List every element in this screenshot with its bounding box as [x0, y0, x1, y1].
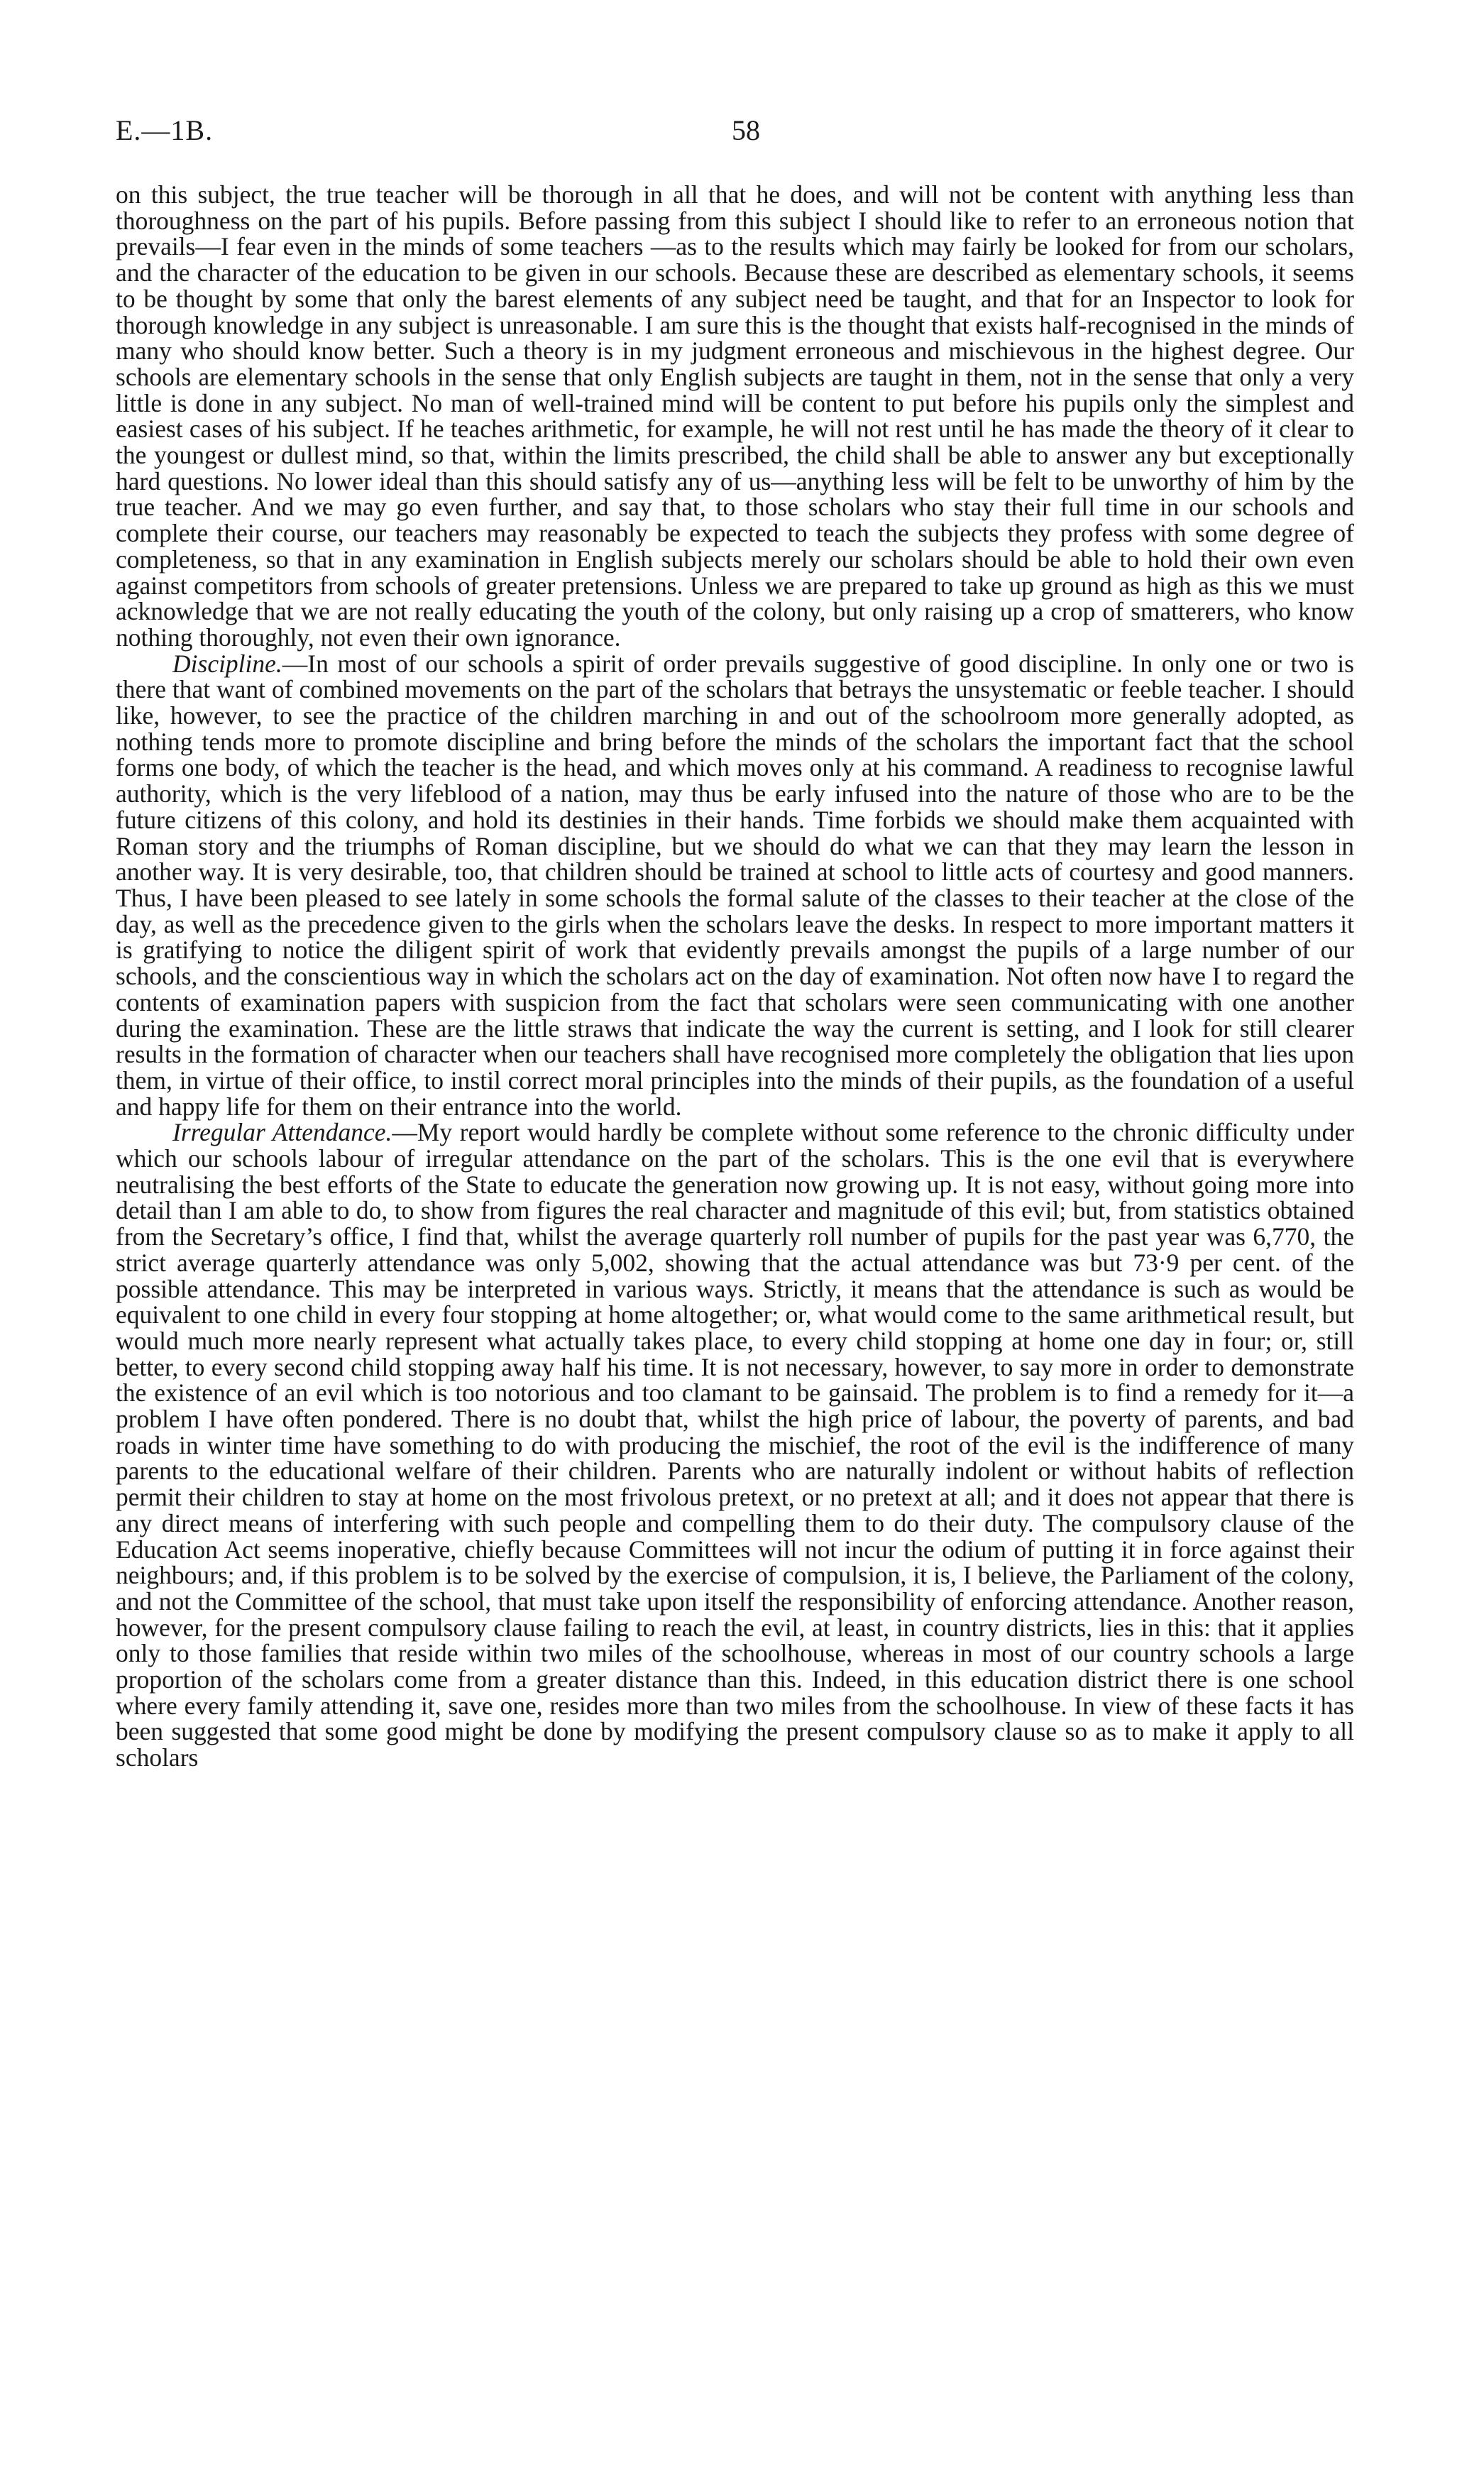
section-heading-irregular-attendance: Irregular Attendance. [172, 1118, 392, 1147]
section-heading-discipline: Discipline. [172, 649, 282, 678]
body-text [116, 182, 1354, 1771]
paragraph-text: on this subject, the true teacher will be thorough in all that he does, and will not be content with anything less than thoroughness on the part of his pupils. Before passing from this subject I should like to refer to an erroneous notion that prevails—I fear even in the minds of some teachers —as to the results which may fairly be looked for from our scholars, and the character of the education to be given in our schools. Because these are described as elementary schools, it seems to be thought by some that only the barest elements of any subject need be taught, and that for an Inspector to look for thorough knowledge in any subject is unreasonable. I am sure this is the thought that exists half-recognised in the minds of many who should know better. Such a theory is in my judgment erroneous and mischievous in the highest degree. Our schools are elementary schools in the sense that only English subjects are taught in them, not in the sense that only a very little is done in any subject. No man of well-trained mind will be content to put before his pupils only the simplest and easiest cases of his subject. If he teaches arithmetic, for example, he will not rest until he has made the theory of it clear to the youngest or dullest mind, so that, within the limits prescribed, the child shall be able to answer any but exceptionally hard questions. No lower ideal than this should satisfy any of us—anything less will be felt to be unworthy of him by the true teacher. And we may go even further, and say that, to those scholars who stay their full time in our schools and complete their course, our teachers may reasonably be expected to teach the subjects they profess with some degree of completeness, so that in any examination in English subjects merely our scholars should be able to hold their own even against competitors from schools of greater pretensions. Unless we are prepared to take up ground as high as this we must acknowledge that we are not really educating the youth of the colony, but only raising up a crop of smatterers, who know nothing thoroughly, not even their own ignorance. [116, 180, 1354, 652]
paragraph-text: —My report would hardly be complete without some reference to the chronic difficulty under which our schools labour of irregular attendance on the part of the scholars. This is the one evil that is everywhere neutralising the best efforts of the State to educate the generation now growing up. It is not easy, without going more into detail than I am able to do, to show from figures the real character and magnitude of this evil; but, from statistics obtained from the Secretary’s office, I find that, whilst the average quarterly roll number of pupils for the past year was 6,770, the strict average quarterly attendance was only 5,002, showing that the actual attendance was but 73·9 per cent. of the possible attendance. This may be interpreted in various ways. Strictly, it means that the attendance is such as would be equivalent to one child in every four stopping at home altogether; or, what would come to the same arithmetical result, but would much more nearly represent what actually takes place, to every child stopping at home one day in four; or, still better, to every second child stopping away half his time. It is not necessary, however, to say more in order to demonstrate the existence of an evil which is too notorious and too clamant to be gainsaid. The problem is to find a remedy for it—a problem I have often pondered. There is no doubt that, whilst the high price of labour, the poverty of parents, and bad roads in winter time have something to do with producing the mischief, the root of the evil is the indifference of many parents to the educational welfare of their children. Parents who are naturally indolent or without habits of reflection permit their children to stay at home on the most frivolous pretext, or no pretext at all; and it does not appear that there is any direct means of interfering with such people and compelling them to do their duty. The compulsory clause of the Education Act seems inoperative, chiefly because Committees will not incur the odium of putting it in force against their neighbours; and, if this problem is to be solved by the exercise of compulsion, it is, I believe, the Parliament of the colony, and not the Committee of the school, that must take upon itself the responsibility of enforcing attendance. Another reason, however, for the present compulsory clause failing to reach the evil, at least, in country districts, lies in this: that it applies only to those families that reside within two miles of the schoolhouse, whereas in most of our country schools a large proportion of the scholars come from a greater distance than this. Indeed, in this education district there is one school where every family attending it, save one, resides more than two miles from the schoolhouse. In view of these facts it has been suggested that some good might be done by modifying the present compulsory clause so as to make it apply to all scholars [116, 1118, 1355, 1772]
page-number: 58 [732, 114, 760, 146]
document-page [116, 114, 1355, 1772]
paragraph-continuation [116, 182, 1354, 651]
paragraph-text: —In most of our schools a spirit of order prevails suggestive of good discipline. In only one or two is there that want of combined movements on the part of the scholars that betrays the unsystematic or feeble teacher. I should like, however, to see the practice of the children marching in and out of the schoolroom more generally adopted, as nothing tends more to promote discipline and bring before the minds of the scholars the important fact that the school forms one body, of which the teacher is the head, and which moves only at his command. A readiness to recognise lawful authority, which is the very lifeblood of a nation, may thus be early infused into the nature of those who are to be the future citizens of this colony, and hold its destinies in their hands. Time forbids we should make them acquainted with Roman story and the triumphs of Roman discipline, but we should do what we can that they may learn the lesson in another way. It is very desirable, too, that children should be trained at school to little acts of courtesy and good manners. Thus, I have been pleased to see lately in some schools the formal salute of the classes to their teacher at the close of the day, as well as the precedence given to the girls when the scholars leave the desks. In respect to more important matters it is gratifying to notice the diligent spirit of work that evidently prevails amongst the pupils of a large number of our schools, and the conscientious way in which the scholars act on the day of examination. Not often now have I to regard the contents of examination papers with suspicion from the fact that scholars were seen communicating with one another during the examination. These are the little straws that indicate the way the current is setting, and I look for still clearer results in the formation of character when our teachers shall have recognised more completely the obligation that lies upon them, in virtue of their office, to instil correct moral principles into the minds of their pupils, as the foundation of a useful and happy life for them on their entrance into the world. [116, 649, 1354, 1121]
document-code: E.—1B. [116, 114, 214, 146]
page-header [116, 114, 1354, 156]
paragraph-irregular-attendance [116, 1119, 1354, 1771]
paragraph-discipline [116, 651, 1354, 1120]
